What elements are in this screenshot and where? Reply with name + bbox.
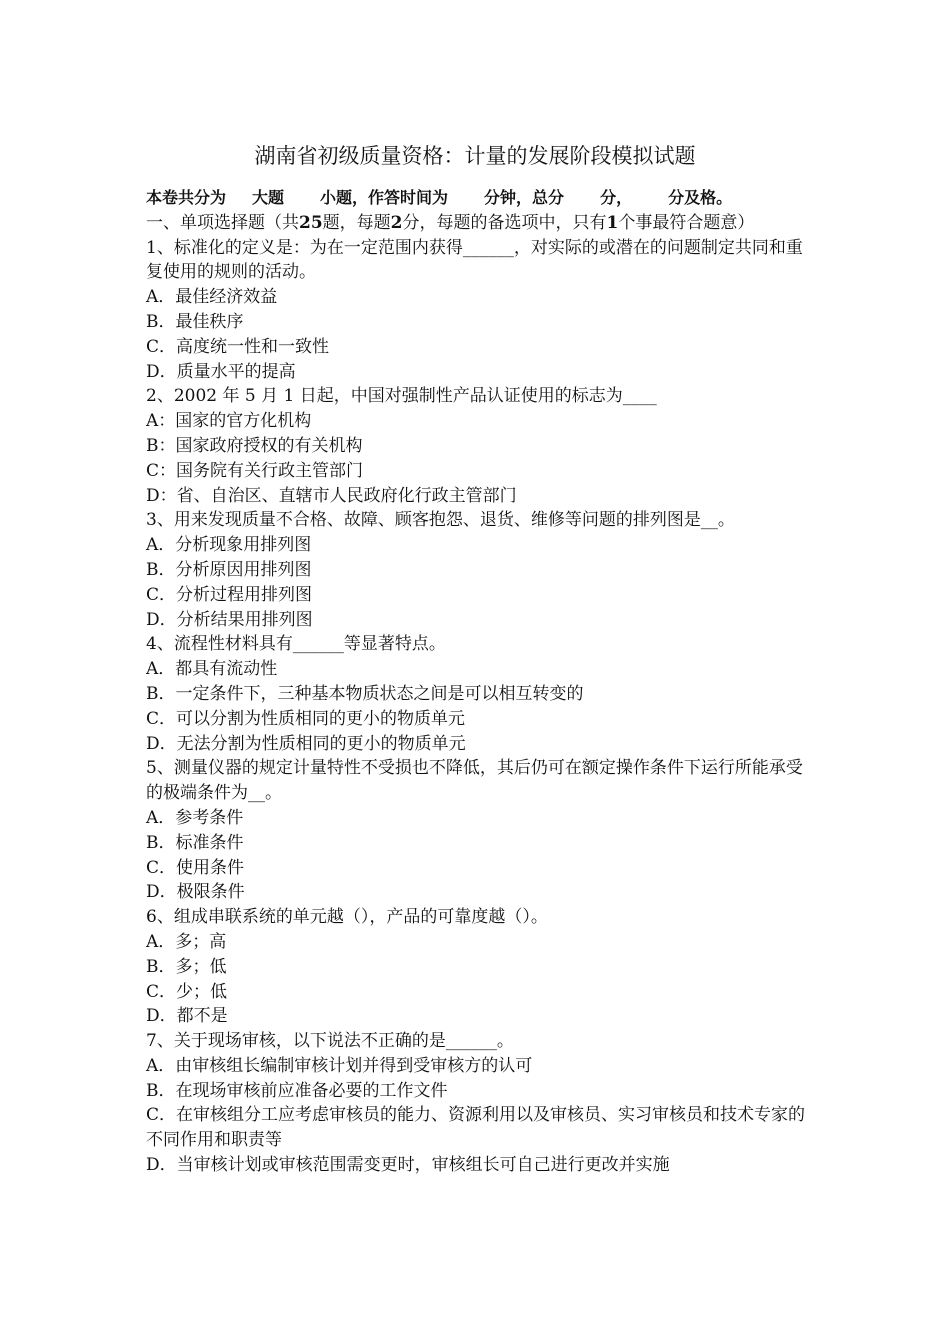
option-b: B．多；低	[146, 956, 227, 977]
page-title: 湖南省初级质量资格：计量的发展阶段模拟试题	[254, 144, 696, 168]
option-a: A．分析现象用排列图	[146, 535, 312, 556]
option-c: C．可以分割为性质相同的更小的物质单元	[146, 708, 466, 729]
option-b: B．在现场审核前应准备必要的工作文件	[146, 1080, 448, 1101]
option-a: A．都具有流动性	[146, 659, 278, 680]
section-points: 2	[390, 212, 403, 233]
option-d: D．分析结果用排列图	[146, 609, 313, 630]
question-stem: 7、关于现场审核，以下说法不正确的是______。	[146, 1031, 514, 1052]
question-stem: 3、用来发现质量不合格、故障、顾客抱怨、退货、维修等问题的排列图是__。	[146, 510, 735, 531]
option-b: B．最佳秩序	[146, 311, 244, 332]
intro-text-4: 分钟，总分	[484, 188, 565, 207]
question-stem: 5、测量仪器的规定计量特性不受损也不降低，其后仍可在额定操作条件下运行所能承受的极端条件为__。	[146, 758, 803, 804]
question-stem: 2、2002 年 5 月 1 日起，中国对强制性产品认证使用的标志为____	[146, 386, 657, 407]
option-c: C．高度统一性和一致性	[146, 336, 330, 357]
option-a: A．最佳经济效益	[146, 287, 278, 308]
option-b: B：国家政府授权的有关机构	[146, 435, 363, 456]
question-stem: 1、标准化的定义是：为在一定范围内获得______，对实际的或潜在的问题制定共同和重复使用的规则的活动。	[146, 237, 803, 283]
option-a: A：国家的官方化机构	[146, 411, 312, 432]
question-6	[146, 905, 811, 1029]
option-c: C．使用条件	[146, 857, 245, 878]
question-7	[146, 1029, 811, 1178]
exam-instructions	[146, 186, 811, 211]
option-b: B．分析原因用排列图	[146, 559, 312, 580]
intro-text-6: 分及格。	[668, 188, 733, 207]
option-a: A．由审核组长编制审核计划并得到受审核方的认可	[146, 1055, 533, 1076]
option-a: A．多；高	[146, 931, 227, 952]
option-d: D．都不是	[146, 1006, 228, 1027]
question-1	[146, 236, 811, 385]
option-d: D．当审核计划或审核范围需变更时，审核组长可自己进行更改并实施	[146, 1155, 670, 1176]
document-body	[146, 186, 811, 1178]
option-b: B．标准条件	[146, 832, 244, 853]
option-d: D：省、自治区、直辖市人民政府化行政主管部门	[146, 485, 517, 506]
question-stem: 6、组成串联系统的单元越（），产品的可靠度越（）。	[146, 907, 548, 928]
intro-text-5: 分，	[600, 188, 633, 207]
question-stem: 4、流程性材料具有______等显著特点。	[146, 634, 446, 655]
section-text-c: 分，每题的备选项中，只有	[402, 212, 607, 233]
question-2	[146, 384, 811, 508]
section-question-count: 25	[299, 212, 323, 233]
option-c: C：国务院有关行政主管部门	[146, 460, 364, 481]
intro-text-3: 小题，作答时间为	[320, 188, 449, 207]
section-heading	[146, 211, 811, 236]
option-a: A．参考条件	[146, 807, 244, 828]
option-c: C．在审核组分工应考虑审核员的能力、资源利用以及审核员、实习审核员和技术专家的不同作用和职责等	[146, 1105, 806, 1151]
question-4	[146, 632, 811, 756]
intro-text-2: 大题	[252, 188, 285, 207]
option-d: D．质量水平的提高	[146, 361, 296, 382]
option-c: C．少；低	[146, 981, 228, 1002]
option-c: C．分析过程用排列图	[146, 584, 313, 605]
option-d: D．极限条件	[146, 882, 245, 903]
section-text-a: 一、单项选择题（共	[146, 212, 299, 233]
question-3	[146, 508, 811, 632]
option-b: B．一定条件下，三种基本物质状态之间是可以相互转变的	[146, 683, 584, 704]
question-5	[146, 756, 811, 905]
section-text-b: 题，每题	[322, 212, 391, 233]
intro-text-1: 本卷共分为	[146, 188, 227, 207]
option-d: D．无法分割为性质相同的更小的物质单元	[146, 733, 466, 754]
section-text-d: 个事最符合题意）	[618, 212, 755, 233]
section-one: 1	[606, 212, 619, 233]
